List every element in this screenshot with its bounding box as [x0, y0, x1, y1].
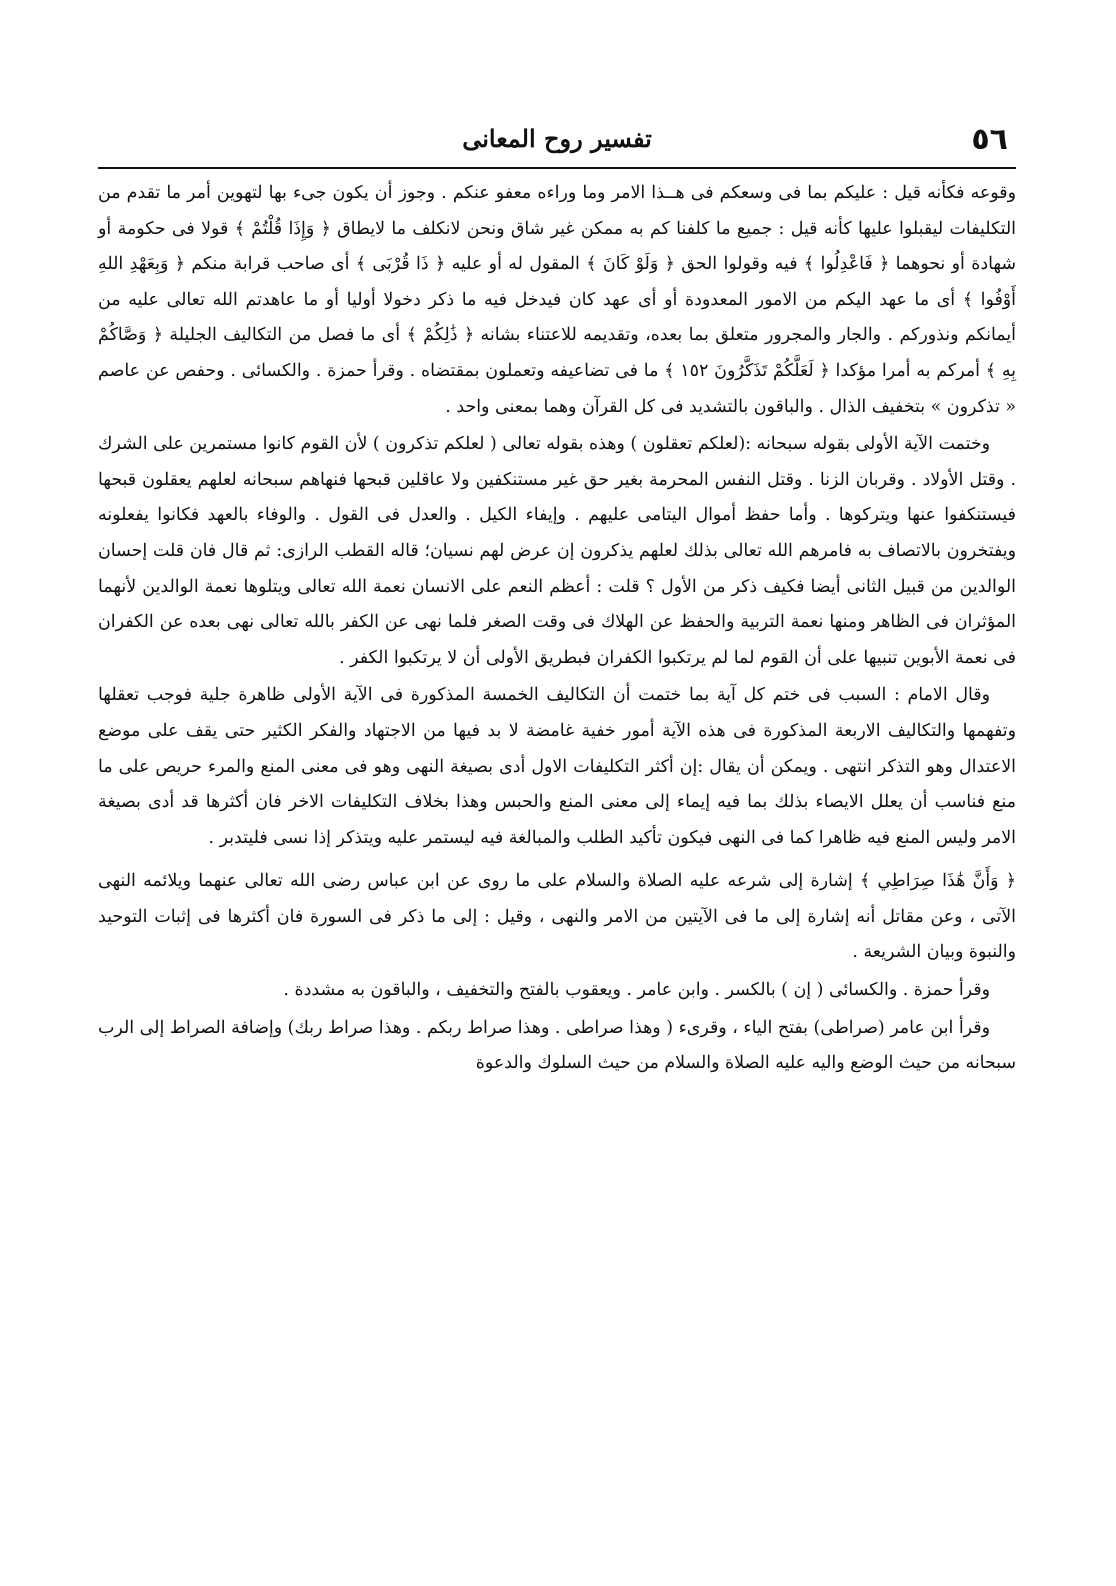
running-title: تفسير روح المعانى	[462, 124, 652, 153]
document-page	[98, 110, 1016, 1560]
paragraph: وقال الامام : السبب فى ختم كل آية بما ختمت أن التكاليف الخمسة المذكورة فى الآية الأولى ظاهرة جلية فوجب تعقلها وتفهمها والتكاليف الاربعة المذكورة فى هذه الآية أمور خفية غامضة لا بد فيها من الاجتهاد والفكر الكثير حتى يقف على موضع الاعتدال وهو التذكر انتهى . ويمكن أن يقال :إن أكثر التكليفات الاول أدى بصيغة النهى وهو فى معنى المنع والمرء حريص على ما منع فناسب أن يعلل الايصاء بذلك بما فيه إيماء إلى معنى المنع والحبس وهذا بخلاف التكليفات الاخر فان أكثرها قد أدى بصيغة الامر وليس المنع فيه ظاهرا كما فى النهى فيكون تأكيد الطلب والمبالغة فيه ليستمر عليه ويتذكر إذا نسى فليتدبر .	[98, 685, 1016, 848]
page-number: ٥٦	[971, 122, 1008, 157]
paragraph: ﴿ وَأَنَّ هَٰذَا صِرَاطِي ﴾ إشارة إلى شرعه عليه الصلاة والسلام على ما روى عن ابن عباس رضى الله تعالى عنهما ويلائمه النهى الآتى ، وعن مقاتل أنه إشارة إلى ما فى الآيتين من الامر والنهى ، وقيل : إلى ما ذكر فى السورة فان أكثرها فى إثبات التوحيد والنبوة وبيان الشريعة .	[98, 871, 1016, 963]
paragraph: وقرأ حمزة . والكسائى ( إن ) بالكسر . وابن عامر . ويعقوب بالفتح والتخفيف ، والباقون به مشددة .	[283, 980, 990, 1001]
paragraph: وقرأ ابن عامر (صراطى) بفتح الياء ، وقرىء ( وهذا صراطى . وهذا صراط ربكم . وهذا صراط ربك) وإضافة الصراط إلى الرب سبحانه من حيث الوضع واليه عليه الصلاة والسلام من حيث السلوك والدعوة	[98, 1017, 1016, 1074]
page-header	[98, 110, 1016, 158]
page-body	[98, 176, 1016, 1084]
paragraph: وختمت الآية الأولى بقوله سبحانه :(لعلكم تعقلون ) وهذه بقوله تعالى ( لعلكم تذكرون ) لأن القوم كانوا مستمرين على الشرك . وقتل الأولاد . وقربان الزنا . وقتل النفس المحرمة بغير حق غير مستنكفين ولا عاقلين قبحها فنهاهم سبحانه لعلهم يعقلون قبحها فيستنكفوا عنها ويتركوها . وأما حفظ أموال اليتامى عليهم . وإيفاء الكيل . والعدل فى القول . والوفاء بالعهد فكانوا يفعلونه ويفتخرون بالاتصاف به فامرهم الله تعالى بذلك لعلهم يذكرون إن عرض لهم نسيان؛ قاله القطب الرازى: ثم قال فان قلت إحسان الوالدين من قبيل الثانى أيضا فكيف ذكر من الأول ؟ قلت : أعظم النعم على الانسان نعمة الله تعالى ويتلوها نعمة الوالدين لأنهما المؤثران فى الظاهر ومنها نعمة التربية والحفظ عن الهلاك فى وقت الصغر فلما نهى عن الكفر بالله تعالى نهى بعده عن الكفران فى نعمة الأبوين تنبيها على أن القوم لما لم يرتكبوا الكفران فبطريق الأولى أن لا يرتكبوا الكفر .	[98, 434, 1016, 668]
paragraph: وقوعه فكأنه قيل : عليكم بما فى وسعكم فى هــذا الامر وما وراءه معفو عنكم . وجوز أن يكون جىء بها لتهوين أمر ما تقدم من التكليفات ليقبلوا عليها كأنه قيل : جميع ما كلفنا كم به ممكن غير شاق ونحن لانكلف ما لايطاق ﴿ وَإِذَا قُلْتُمْ ﴾ قولا فى حكومة أو شهادة أو نحوهما ﴿ فَاعْدِلُوا ﴾ فيه وقولوا الحق ﴿ وَلَوْ كَانَ ﴾ المقول له أو عليه ﴿ ذَا قُرْبَى ﴾ أى صاحب قرابة منكم ﴿ وَبِعَهْدِ اللهِ أَوْفُوا ﴾ أى ما عهد اليكم من الامور المعدودة أو أى عهد كان فيدخل فيه ما ذكر دخولا أوليا أو ما عاهدتم الله تعالى عليه من أيمانكم ونذوركم . والجار والمجرور متعلق بما بعده، وتقديمه للاعتناء بشانه ﴿ ذَٰلِكُمْ ﴾ أى ما فصل من التكاليف الجليلة ﴿ وَصَّاكُمْ بِهِ ﴾ أمركم به أمرا مؤكدا ﴿ لَعَلَّكُمْ تَذَكَّرُونَ ١٥٢ ﴾ ما فى تضاعيفه وتعملون بمقتضاه . وقرأ حمزة . والكسائى . وحفص عن عاصم « تذكرون » بتخفيف الذال . والباقون بالتشديد فى كل القرآن وهما بمعنى واحد .	[98, 183, 1016, 417]
header-rule	[98, 167, 1016, 169]
